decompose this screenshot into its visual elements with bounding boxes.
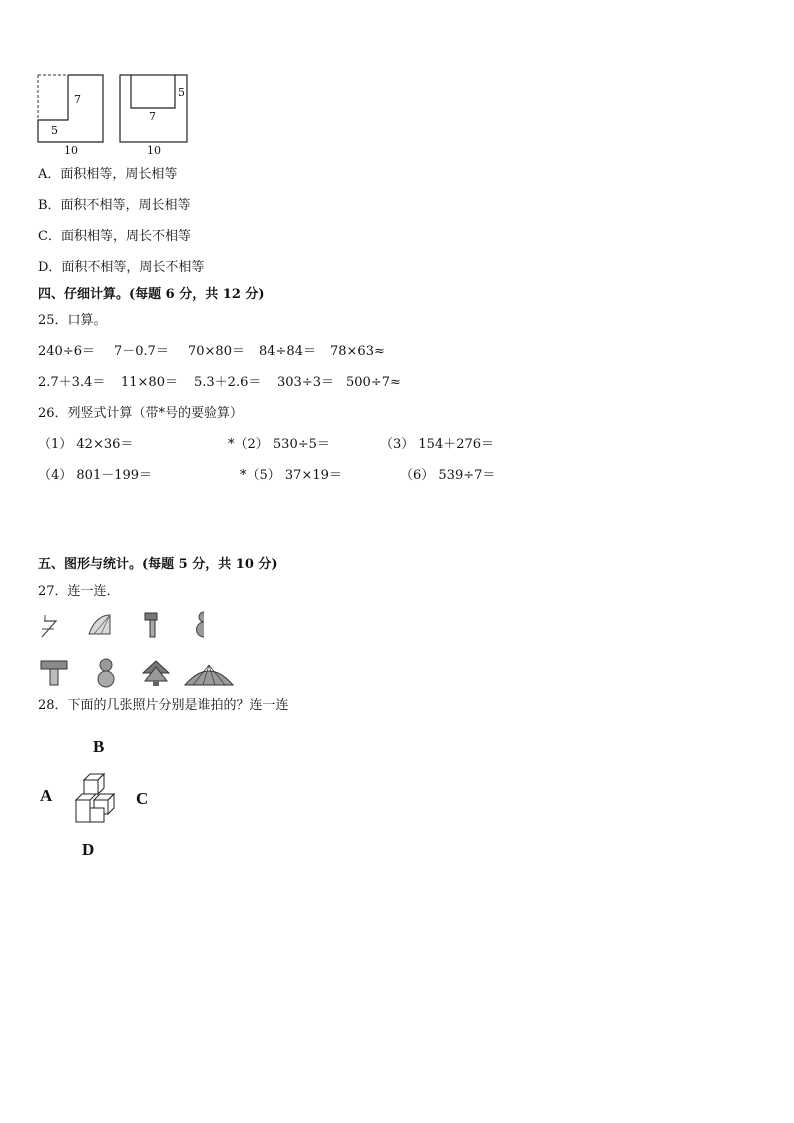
mushroom-icon[interactable] <box>39 659 69 687</box>
section5-title: 五、图形与统计。(每题 5 分，共 10 分) <box>38 557 278 572</box>
half-mushroom-icon[interactable] <box>142 611 160 639</box>
q26-title: 26．列竖式计算（带*号的要验算） <box>38 406 244 421</box>
figure-left-bottom-label: 5 <box>51 124 58 137</box>
label-b: B <box>93 737 105 756</box>
figure-right-side-label: 5 <box>178 86 185 99</box>
half-tree-icon[interactable] <box>39 613 59 639</box>
option-a[interactable]: A．面积相等，周长相等 <box>38 167 178 182</box>
cube-stack-figure <box>72 772 120 824</box>
q25-r2-c1: 2.7＋3.4＝ <box>38 375 106 390</box>
snowman-icon[interactable] <box>93 657 119 689</box>
section4-title: 四、仔细计算。(每题 6 分，共 12 分) <box>38 287 265 302</box>
q27-title: 27．连一连． <box>38 584 120 599</box>
q26-r2-c3: （6） 539÷7＝ <box>400 468 496 483</box>
option-c[interactable]: C．面积相等，周长不相等 <box>38 229 191 244</box>
q26-r1-c3: （3） 154＋276＝ <box>380 437 495 452</box>
q25-r2-c4: 303÷3＝ <box>277 375 334 390</box>
figure-left-side-label: 7 <box>74 93 81 106</box>
tree-icon[interactable] <box>141 659 171 687</box>
figure-left-base-label: 10 <box>64 144 78 157</box>
q25-r2-c5: 500÷7≈ <box>346 375 401 390</box>
label-d: D <box>82 840 95 859</box>
q25-r2-c3: 5.3＋2.6＝ <box>194 375 262 390</box>
q26-r2-c2: *（5） 37×19＝ <box>240 468 342 483</box>
figure-right-inner-label: 7 <box>149 110 156 123</box>
q28-title: 28．下面的几张照片分别是谁拍的？连一连 <box>38 698 289 713</box>
q26-r1-c1: （1） 42×36＝ <box>38 437 134 452</box>
half-snowman-icon[interactable] <box>194 610 210 640</box>
label-a: A <box>40 786 53 805</box>
q25-r1-c4: 84÷84＝ <box>259 344 316 359</box>
q26-r2-c1: （4） 801－199＝ <box>38 468 153 483</box>
q26-r1-c2: *（2） 530÷5＝ <box>228 437 330 452</box>
umbrella-icon[interactable] <box>183 661 235 687</box>
q25-r1-c1: 240÷6＝ <box>38 344 95 359</box>
figure-right-base-label: 10 <box>147 144 161 157</box>
q25-r2-c2: 11×80＝ <box>121 375 178 390</box>
option-d[interactable]: D．面积不相等，周长不相等 <box>38 260 205 275</box>
q25-title: 25．口算。 <box>38 313 107 328</box>
q25-r1-c2: 7－0.7＝ <box>114 344 169 359</box>
half-umbrella-icon[interactable] <box>86 612 114 636</box>
label-c: C <box>136 789 149 808</box>
option-b[interactable]: B．面积不相等，周长相等 <box>38 198 191 213</box>
q25-r1-c5: 78×63≈ <box>330 344 385 359</box>
q25-r1-c3: 70×80＝ <box>188 344 245 359</box>
